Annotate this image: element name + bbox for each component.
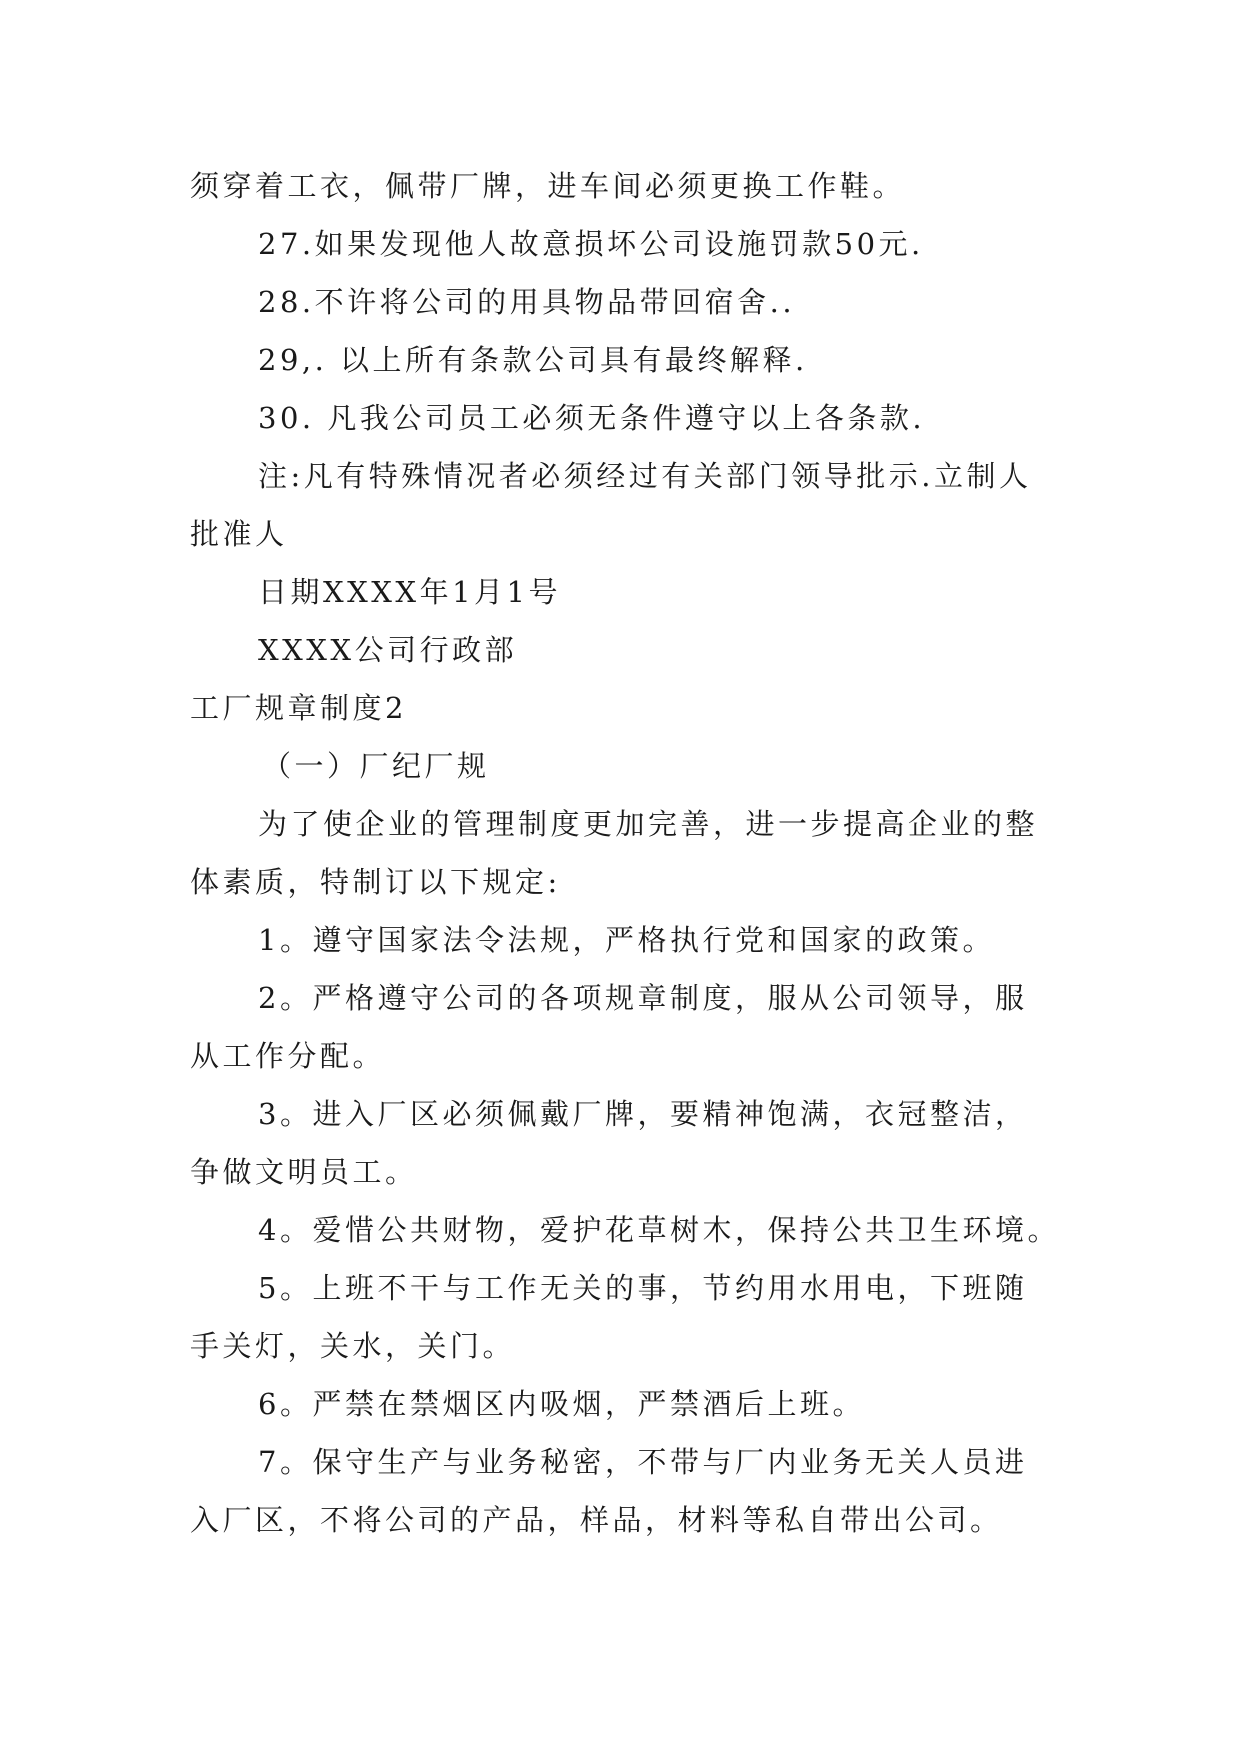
text-line: 30. 凡我公司员工必须无条件遵守以上各条款.	[258, 401, 926, 435]
text-line: 3。进入厂区必须佩戴厂牌，要精神饱满，衣冠整洁，	[258, 1097, 1028, 1131]
text-line: 28.不许将公司的用具物品带回宿舍..	[258, 285, 796, 319]
text-line: 29,. 以上所有条款公司具有最终解释.	[258, 343, 808, 377]
text-line: 入厂区，不将公司的产品，样品，材料等私自带出公司。	[190, 1503, 1003, 1537]
text-line: 7。保守生产与业务秘密，不带与厂内业务无关人员进	[258, 1445, 1028, 1479]
text-line: 1。遵守国家法令法规，严格执行党和国家的政策。	[258, 923, 995, 957]
text-line: 为了使企业的管理制度更加完善，进一步提高企业的整	[258, 807, 1039, 841]
text-line: 2。严格遵守公司的各项规章制度，服从公司领导，服	[258, 981, 1028, 1015]
text-line: 批准人	[190, 517, 288, 551]
text-line: 6。严禁在禁烟区内吸烟，严禁酒后上班。	[258, 1387, 865, 1421]
section-title: 工厂规章制度2	[190, 691, 407, 725]
text-line: 体素质，特制订以下规定:	[190, 865, 561, 899]
text-line: 27.如果发现他人故意损坏公司设施罚款50元.	[258, 227, 924, 261]
text-line: 须穿着工衣，佩带厂牌，进车间必须更换工作鞋。	[190, 169, 906, 203]
text-line: 从工作分配。	[190, 1039, 386, 1073]
department-line: XXXX公司行政部	[258, 633, 518, 667]
text-line: 注:凡有特殊情况者必须经过有关部门领导批示.立制人	[258, 459, 1032, 493]
text-line: 4。爱惜公共财物，爱护花草树木，保持公共卫生环境。	[258, 1213, 1060, 1247]
text-line: 5。上班不干与工作无关的事，节约用水用电，下班随	[258, 1271, 1028, 1305]
text-line: 手关灯，关水，关门。	[190, 1329, 516, 1363]
subsection-title: （一）厂纪厂规	[262, 749, 490, 783]
date-line: 日期XXXX年1月1号	[258, 575, 561, 609]
text-line: 争做文明员工。	[190, 1155, 418, 1189]
